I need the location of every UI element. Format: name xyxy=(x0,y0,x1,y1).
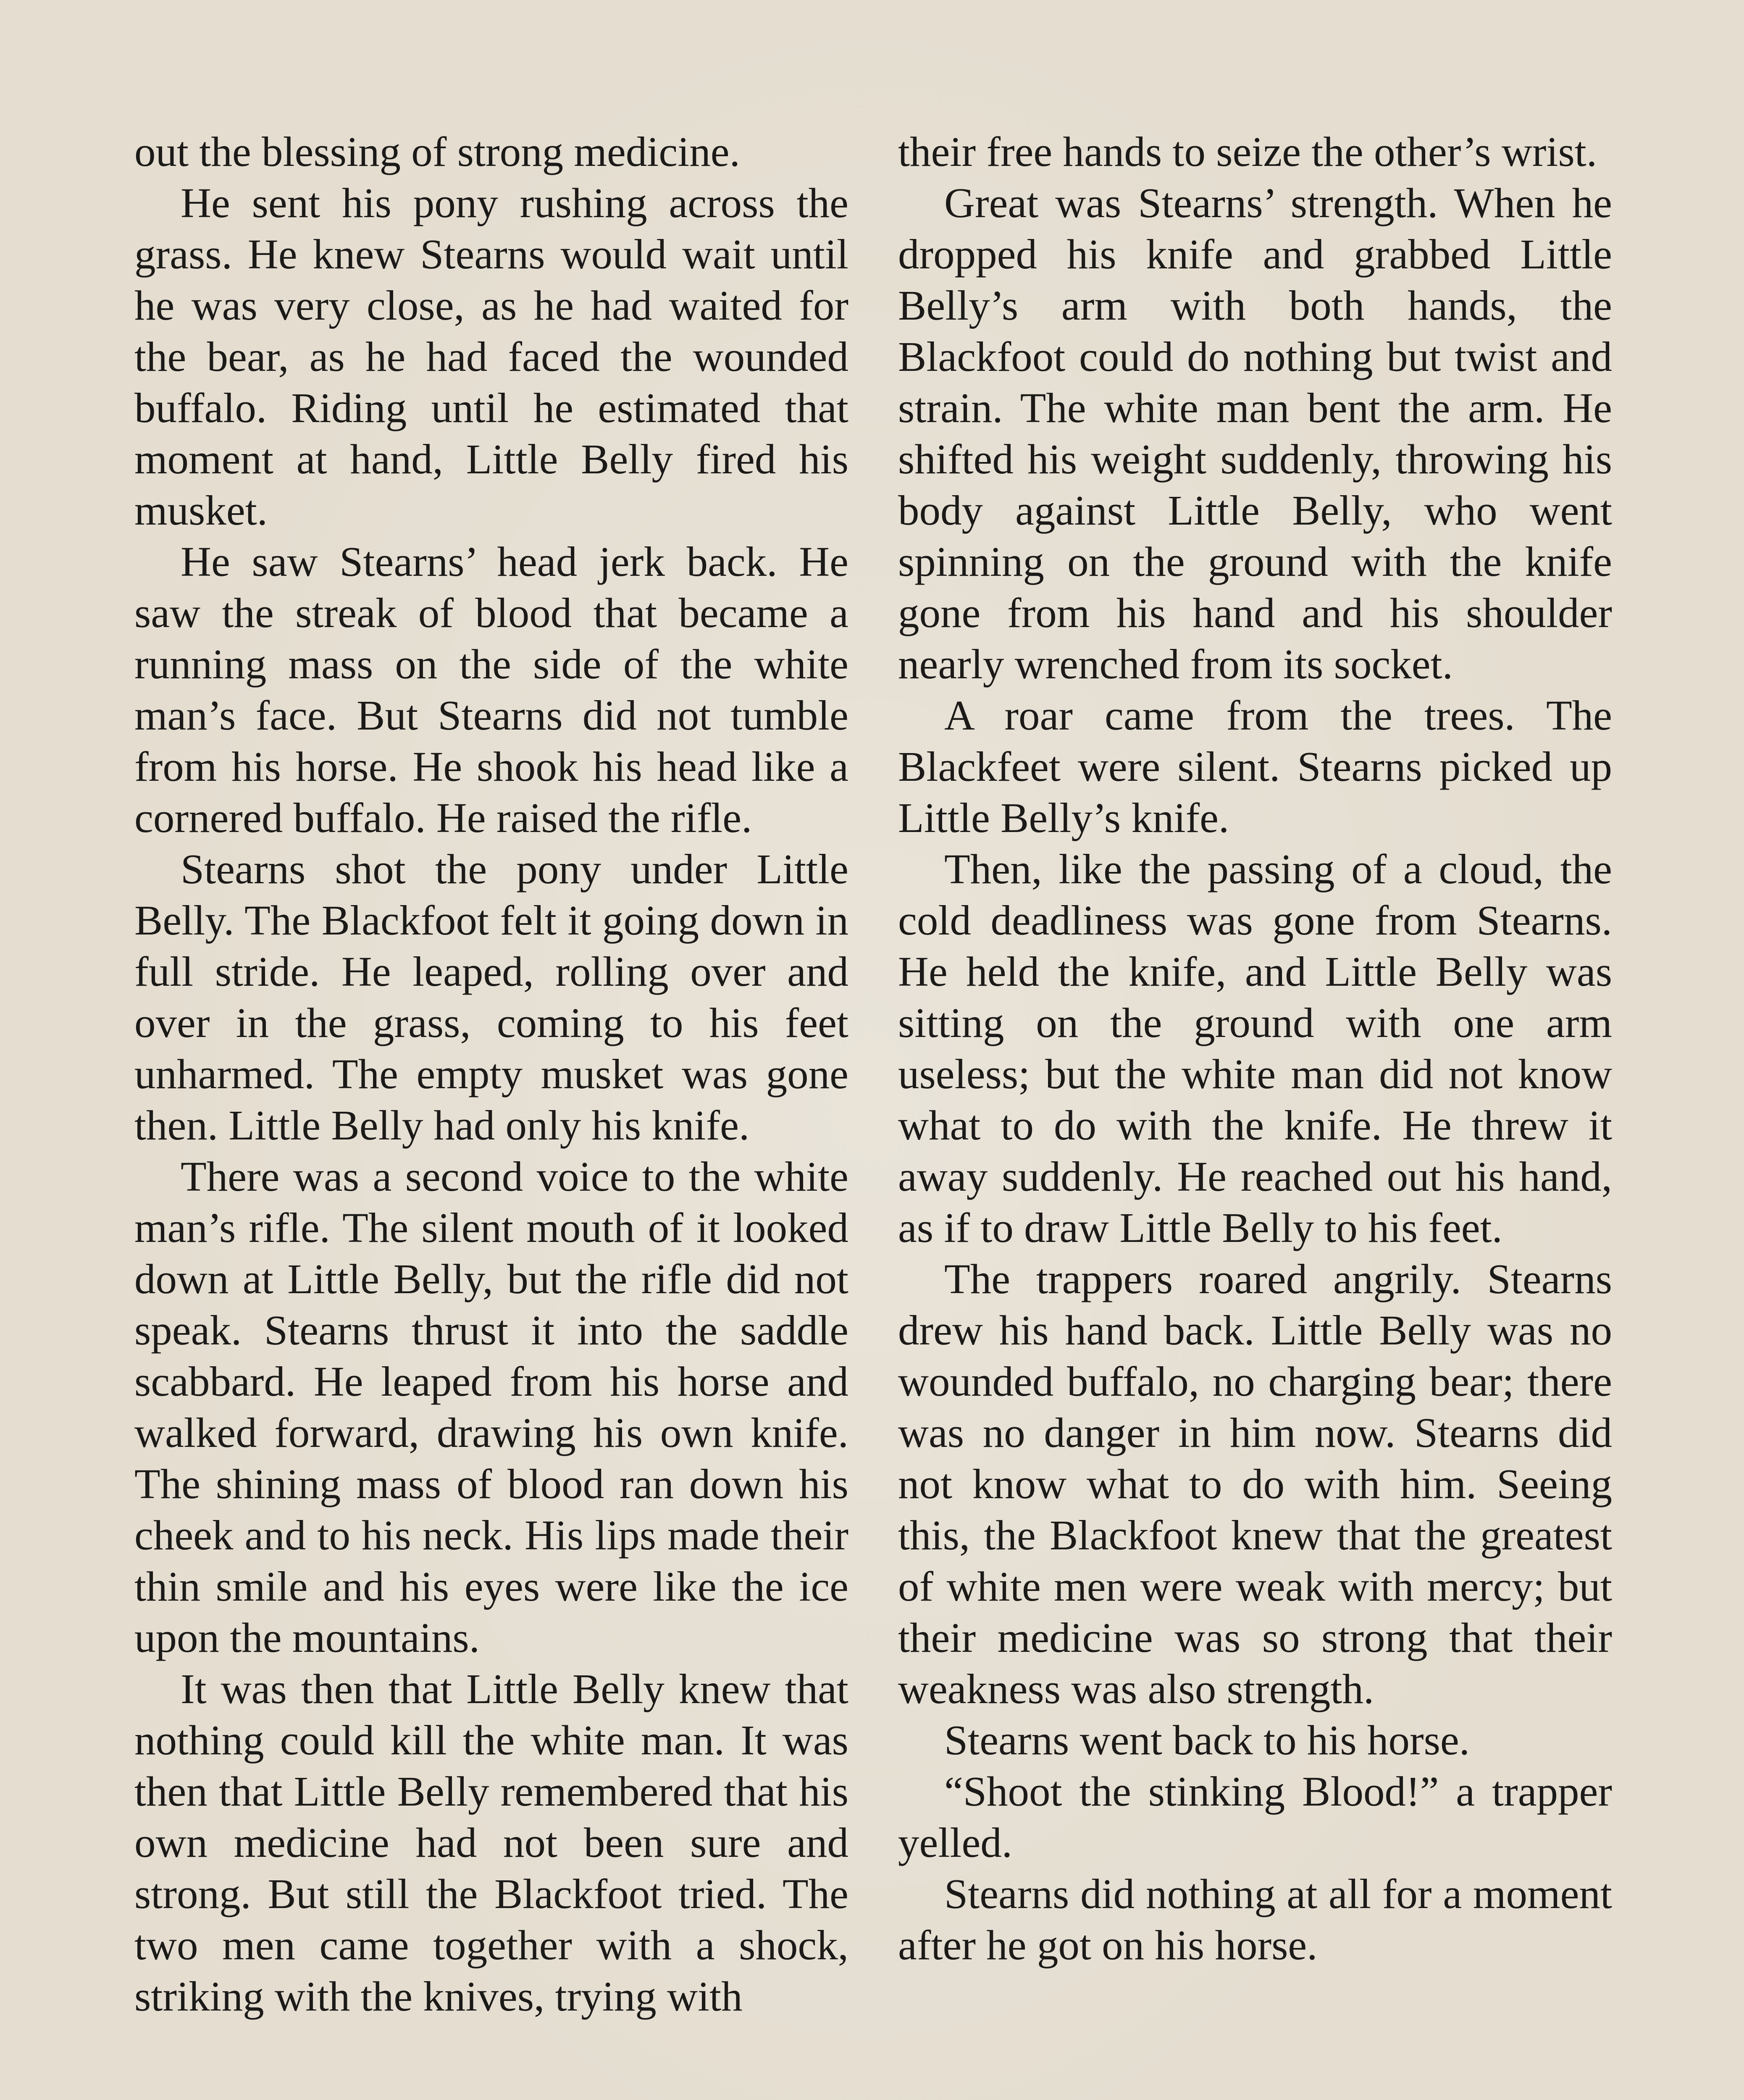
paragraph: Then, like the passing of a cloud, the cold deadliness was gone from Stearns. He held the knife, and Little Belly was sitting on the ground with one arm useless; but the white man did not know what to do with the knife. He threw it away suddenly. He reached out his hand, as if to draw Little Belly to his feet. xyxy=(898,845,1612,1251)
paragraph: Stearns shot the pony under Little Belly. The Blackfoot felt it going down in full stride. He leaped, rolling over and over in the grass, coming to his feet unharmed. The empty musket was gone then. Little Belly had only his knife. xyxy=(134,845,848,1149)
paragraph: “Shoot the stinking Blood!” a trapper yelled. xyxy=(898,1768,1612,1866)
paragraph: Great was Stearns’ strength. When he dropped his knife and grabbed Little Belly’s arm with both hands, the Blackfoot could do nothing but twist and strain. The white man bent the arm. He shifted his weight suddenly, throwing his body against Little Belly, who went spinning on the ground with the knife gone from his hand and his shoulder nearly wrenched from its socket. xyxy=(898,179,1612,688)
paragraph: There was a second voice to the white man’s rifle. The silent mouth of it looked down at Little Belly, but the rifle did not speak. Stearns thrust it into the saddle scabbard. He leaped from his horse and walked forward, drawing his own knife. The shining mass of blood ran down his cheek and to his neck. His lips made their thin smile and his eyes were like the ice upon the mountains. xyxy=(134,1153,848,1661)
paragraph: Stearns did nothing at all for a moment after he got on his horse. xyxy=(898,1870,1612,1969)
paragraph: Stearns went back to his horse. xyxy=(944,1717,1470,1764)
paragraph: He saw Stearns’ head jerk back. He saw the streak of blood that became a running mass on the side of the white man’s face. But Stearns did not tumble from his horse. He shook his head like a cornered buffalo. He raised the rifle. xyxy=(134,538,848,841)
text-column-right xyxy=(898,126,1612,1971)
paragraph: He sent his pony rushing across the grass. He knew Stearns would wait until he was very close, as he had waited for the bear, as he had faced the wounded buffalo. Riding until he estimated that moment at hand, Little Belly fired his musket. xyxy=(134,179,848,534)
paragraph: their free hands to seize the other’s wrist. xyxy=(898,128,1597,175)
paragraph: The trappers roared angrily. Stearns drew his hand back. Little Belly was no wounded buffalo, no charging bear; there was no danger in him now. Stearns did not know what to do with him. Seeing this, the Blackfoot knew that the greatest of white men were weak with mercy; but their medicine was so strong that their weakness was also strength. xyxy=(898,1255,1612,1712)
text-column-left xyxy=(134,126,848,2022)
paragraph: A roar came from the trees. The Blackfeet were silent. Stearns picked up Little Belly’s knife. xyxy=(898,692,1612,841)
paragraph: It was then that Little Belly knew that nothing could kill the white man. It was then that Little Belly remembered that his own medicine had not been sure and strong. But still the Blackfoot tried. The two men came together with a shock, striking with the knives, trying with xyxy=(134,1665,848,2020)
paragraph: out the blessing of strong medicine. xyxy=(134,128,740,175)
